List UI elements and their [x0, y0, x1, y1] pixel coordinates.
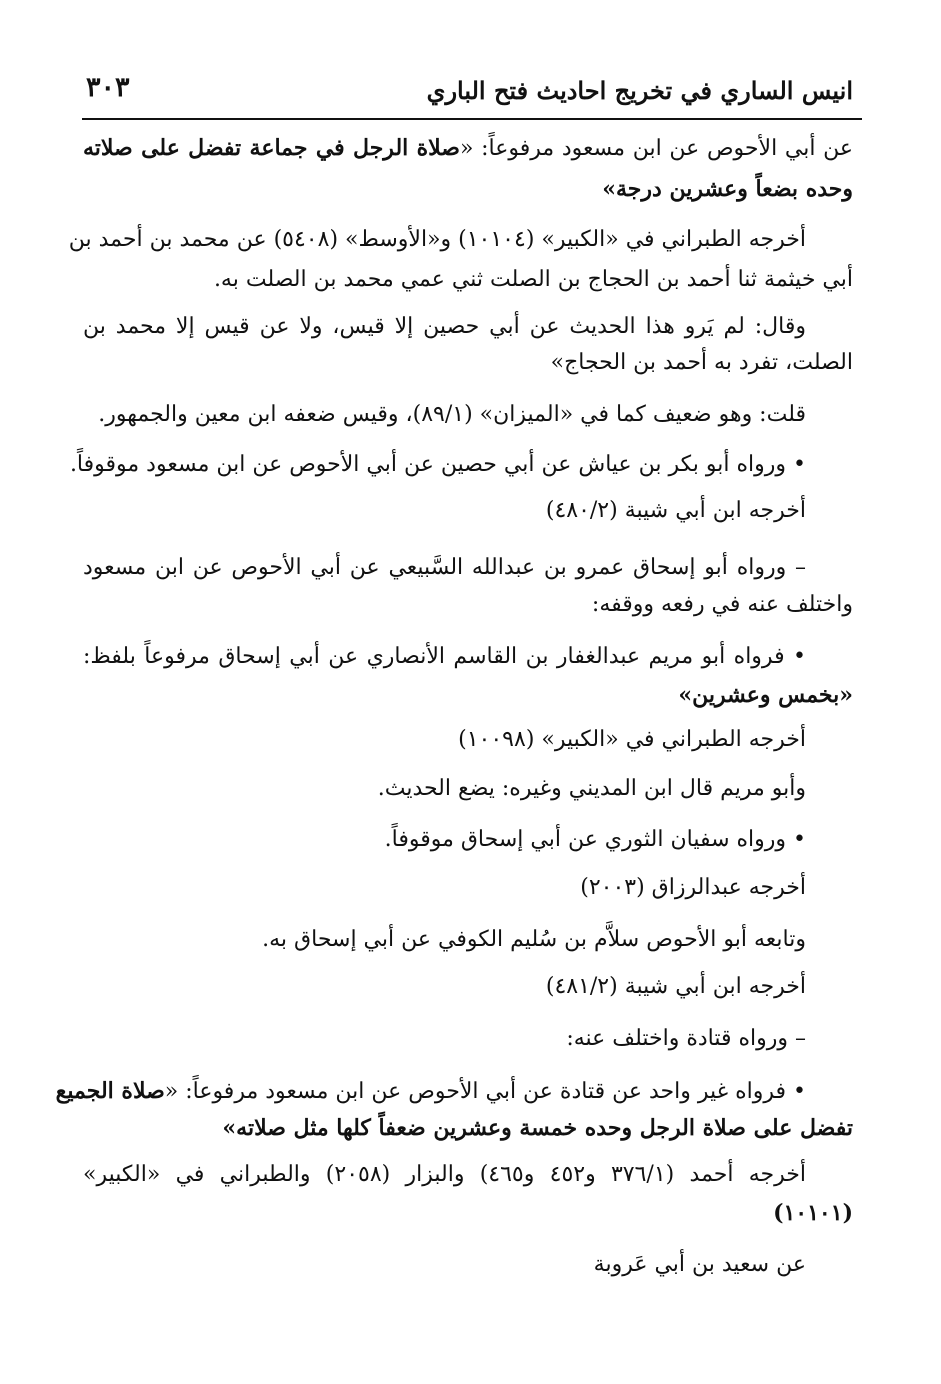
text-line: – ورواه أبو إسحاق عمرو بن عبدالله السَّبيعي عن أبي الأحوص عن ابن مسعود: [83, 555, 806, 580]
text-line: (١٠١٠١): [773, 1200, 853, 1226]
text-line: أبي خيثمة ثنا أحمد بن الحجاج بن الصلت ثني عمي محمد بن الصلت به.: [213, 267, 853, 292]
text-line: أخرجه أحمد (٣٧٦/١ و٤٥٢ و٤٦٥) والبزار (٢٠٥٨) والطبراني في «الكبير»: [83, 1162, 807, 1187]
page-number: ٣٠٣: [86, 72, 130, 103]
text-line: وحده بضعاً وعشرين درجة»: [602, 176, 853, 202]
text-line: – ورواه قتادة واختلف عنه:: [566, 1026, 806, 1051]
text-line: أخرجه عبدالرزاق (٢٠٠٣): [580, 875, 806, 900]
text-line: • فرواه أبو مريم عبدالغفار بن القاسم الأنصاري عن أبي إسحاق مرفوعاً بلفظ:: [83, 644, 806, 669]
text-line: أخرجه ابن أبي شيبة (٤٨١/٢): [545, 974, 806, 999]
text-line: تفضل على صلاة الرجل وحده خمسة وعشرين ضعفاً كلها مثل صلاته»: [222, 1115, 853, 1141]
text-line: أخرجه ابن أبي شيبة (٤٨٠/٢): [545, 498, 806, 523]
text-line: وقال: لم يَرو هذا الحديث عن أبي حصين إلا قيس، ولا عن قيس إلا محمد بن: [83, 314, 807, 339]
text-line: وأبو مريم قال ابن المديني وغيره: يضع الحديث.: [377, 776, 806, 801]
text-line: • فرواه غير واحد عن قتادة عن أبي الأحوص عن ابن مسعود مرفوعاً: «صلاة الجميع: [55, 1078, 806, 1104]
text-line: عن سعيد بن أبي عَروبة: [593, 1252, 806, 1277]
text-line: أخرجه الطبراني في «الكبير» (١٠١٠٤) و«الأوسط» (٥٤٠٨) عن محمد بن أحمد بن: [68, 227, 806, 252]
text-line: وتابعه أبو الأحوص سلاَّم بن سُليم الكوفي عن أبي إسحاق به.: [262, 927, 806, 952]
text-line: • ورواه سفيان الثوري عن أبي إسحاق موقوفاً.: [384, 827, 806, 852]
text-line: عن أبي الأحوص عن ابن مسعود مرفوعاً: «صلاة الرجل في جماعة تفضل على صلاته: [83, 135, 854, 161]
running-header-title: انيس الساري في تخريج احاديث فتح الباري: [426, 76, 853, 105]
header-divider: [82, 118, 862, 120]
text-line: الصلت، تفرد به أحمد بن الحجاج»: [550, 350, 853, 375]
text-line: قلت: وهو ضعيف كما في «الميزان» (٨٩/١)، وقيس ضعفه ابن معين والجمهور.: [98, 402, 806, 427]
text-line: أخرجه الطبراني في «الكبير» (١٠٠٩٨): [458, 727, 806, 752]
text-line: «بخمس وعشرين»: [678, 682, 853, 708]
text-line: واختلف عنه في رفعه ووقفه:: [591, 592, 853, 617]
text-line: • ورواه أبو بكر بن عياش عن أبي حصين عن أبي الأحوص عن ابن مسعود موقوفاً.: [69, 452, 806, 477]
